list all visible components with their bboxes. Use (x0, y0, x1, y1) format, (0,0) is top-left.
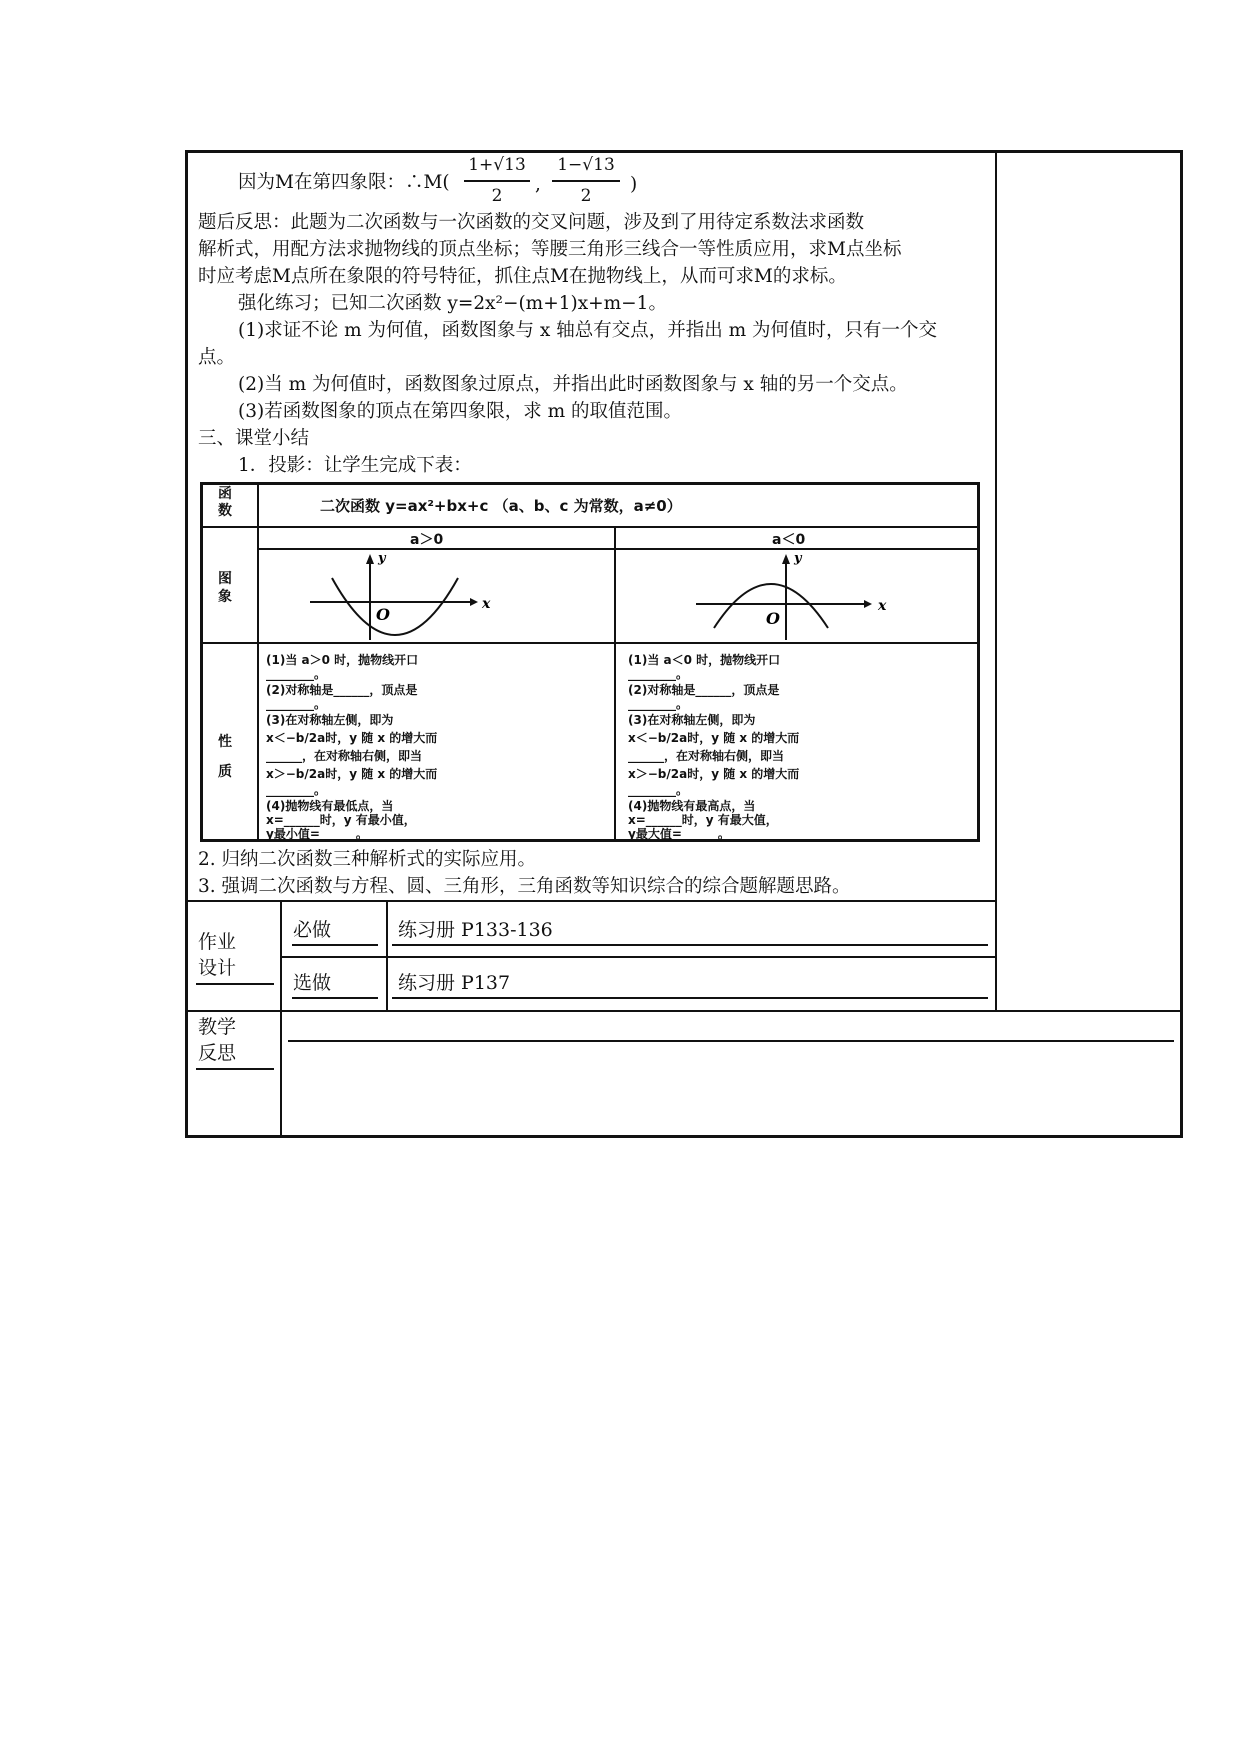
homework-label-line-1: 作业 (198, 931, 237, 953)
homework-label-line-2: 设计 (198, 957, 237, 979)
question-3: (3)若函数图象的顶点在第四象限，求 m 的取值范围。 (238, 401, 683, 422)
property-line: ________。 (628, 697, 689, 711)
homework-optional-value: 练习册 P137 (398, 972, 511, 994)
fraction-close-paren: ) (630, 174, 638, 195)
property-line: ________。 (628, 783, 689, 797)
property-line: ______，在对称轴右侧，即当 (266, 749, 423, 763)
frame-top (185, 150, 1182, 153)
reflection-label-line-2: 反思 (198, 1042, 237, 1064)
property-line: x＜−b/2a时，y 随 x 的增大而 (266, 731, 438, 745)
table-border-top (200, 482, 980, 485)
x-axis-arrow (470, 598, 478, 606)
x-axis-label: x (878, 598, 887, 614)
question-2: (2)当 m 为何值时，函数图象过原点，并指出此时函数图象与 x 轴的另一个交点。 (238, 374, 908, 395)
property-line: x＞−b/2a时，y 随 x 的增大而 (628, 767, 800, 781)
y-axis-label: y (378, 551, 386, 566)
property-line: y最小值=______。 (266, 827, 368, 841)
table-header-formula: 二次函数 y=ax²+bx+c （a、b、c 为常数，a≠0） (320, 497, 682, 515)
reflection-line-1: 题后反思：此题为二次函数与一次函数的交叉问题，涉及到了用待定系数法求函数 (198, 212, 865, 233)
table-graph-divider (200, 642, 980, 644)
property-line: ________。 (266, 697, 327, 711)
fraction-2-numerator: 1−√13 (557, 155, 615, 175)
table-col-a-positive: a＞0 (410, 532, 444, 548)
frame-divider-homework (185, 900, 997, 902)
y-axis-arrow (366, 554, 374, 564)
reflection-line-3: 时应考虑M点所在象限的符号特征，抓住点M在抛物线上，从而可求M的求标。 (198, 266, 847, 287)
fraction-2-denominator: 2 (580, 186, 592, 206)
summary-item-2: 2. 归纳二次函数三种解析式的实际应用。 (198, 849, 537, 870)
origin-label: O (766, 609, 780, 628)
property-line: x=______时，y 有最大值， (628, 813, 778, 827)
y-axis-arrow (782, 554, 790, 564)
homework-required-label-underline (292, 944, 378, 946)
table-col-a-negative: a＜0 (772, 532, 806, 548)
reflection-writing-line[interactable] (288, 1040, 1174, 1042)
fraction-1-denominator: 2 (491, 186, 503, 206)
section-3-heading: 三、课堂小结 (198, 428, 310, 449)
summary-item-3: 3. 强调二次函数与方程、圆、三角形，三角函数等知识综合的综合题解题思路。 (198, 876, 851, 897)
fraction-comma: , (535, 174, 541, 195)
table-row3-label: 性质 (218, 734, 232, 780)
property-line: x=______时，y 有最小值， (266, 813, 416, 827)
homework-required-label: 必做 (293, 919, 332, 941)
m-coordinate-line: 因为M在第四象限：∴M( (238, 172, 450, 193)
exercise-title: 强化练习；已知二次函数 y=2x²−(m+1)x+m−1。 (238, 293, 667, 314)
property-line: x＞−b/2a时，y 随 x 的增大而 (266, 767, 438, 781)
reflection-label-underline (196, 1068, 274, 1070)
property-line: (2)对称轴是______，顶点是 (628, 683, 780, 697)
question-1-line-1: (1)求证不论 m 为何值，函数图象与 x 轴总有交点，并指出 m 为何值时，只有一个交 (238, 320, 938, 341)
property-line: x＜−b/2a时，y 随 x 的增大而 (628, 731, 800, 745)
parabola-down-graph (616, 550, 976, 642)
fraction-1-numerator: 1+√13 (468, 155, 526, 175)
summary-item-1: 1．投影：让学生完成下表： (238, 455, 472, 476)
property-line: (4)抛物线有最低点，当 (266, 799, 394, 813)
property-line: ________。 (628, 667, 689, 681)
property-line: (4)抛物线有最高点，当 (628, 799, 756, 813)
y-axis-label: y (794, 551, 802, 566)
parabola-curve (332, 578, 458, 635)
homework-inner-col (386, 900, 388, 1010)
homework-label-underline (196, 983, 274, 985)
summary-table (200, 482, 980, 842)
property-line: (3)在对称轴左侧，即为 (266, 713, 394, 727)
table-header-divider (200, 526, 980, 528)
reflection-label-line-1: 教学 (198, 1016, 237, 1038)
property-line: (1)当 a＞0 时，抛物线开口 (266, 653, 419, 667)
property-line: ______，在对称轴右侧，即当 (628, 749, 785, 763)
origin-label: O (376, 605, 390, 624)
table-row1-label: 函数 (218, 486, 232, 519)
homework-optional-value-underline (392, 997, 988, 999)
property-line: (1)当 a＜0 时，抛物线开口 (628, 653, 781, 667)
parabola-up-graph (260, 550, 612, 642)
homework-optional-label: 选做 (293, 972, 332, 994)
table-label-col (257, 482, 259, 842)
frame-inner-right (995, 150, 997, 1012)
fraction-1-bar (464, 180, 530, 182)
x-axis-label: x (482, 596, 491, 612)
property-line: y最大值=______。 (628, 827, 730, 841)
property-line: ________。 (266, 783, 327, 797)
x-axis-arrow (864, 600, 872, 608)
homework-optional-label-underline (292, 997, 378, 999)
table-border-left (200, 482, 203, 842)
frame-label-col (280, 900, 282, 1137)
table-border-right (977, 482, 980, 842)
question-1-line-2: 点。 (198, 347, 236, 368)
table-row2-label: 图象 (218, 571, 232, 605)
homework-required-value-underline (392, 944, 988, 946)
property-line: ________。 (266, 667, 327, 681)
homework-required-value: 练习册 P133-136 (398, 919, 553, 941)
frame-right (1180, 150, 1183, 1138)
property-line: (3)在对称轴左侧，即为 (628, 713, 756, 727)
frame-divider-reflection (185, 1010, 1183, 1012)
frame-bottom (185, 1135, 1183, 1138)
property-line: (2)对称轴是______，顶点是 (266, 683, 418, 697)
fraction-2-bar (552, 180, 620, 182)
frame-left (185, 150, 188, 1138)
reflection-line-2: 解析式，用配方法求抛物线的顶点坐标；等腰三角形三线合一等性质应用，求M点坐标 (198, 239, 902, 260)
